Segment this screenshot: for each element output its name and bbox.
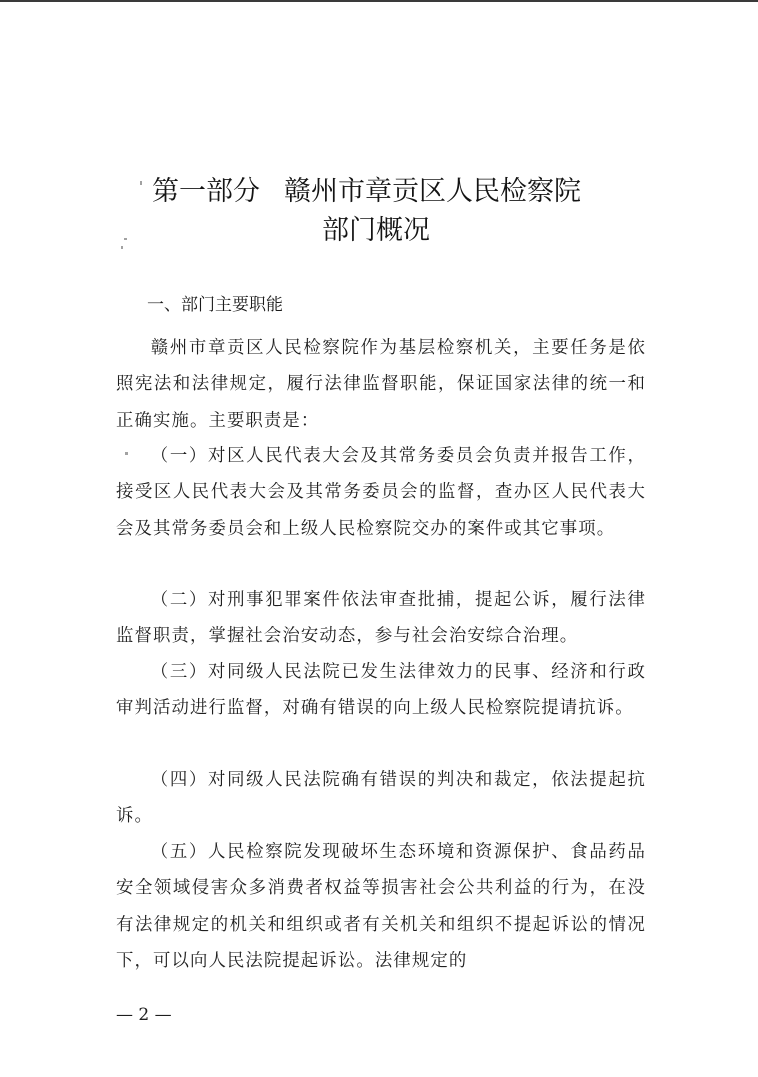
body-paragraph-duty-4: （四）对同级人民法院确有错误的判决和裁定，依法提起抗诉。: [116, 770, 646, 827]
title-part-label: 第一部分: [152, 176, 260, 207]
section-heading: 一、部门主要职能: [147, 295, 283, 315]
body-paragraph-duty-3: （三）对同级人民法院已发生法律效力的民事、经济和行政审判活动进行监督，对确有错误的向上级人民检察院提请抗诉。: [116, 662, 646, 719]
document-title-line-2: 部门概况: [322, 215, 430, 246]
document-title-line-1: [152, 175, 581, 209]
page-top-edge: [0, 0, 758, 2]
title-organization-name: 赣州市章贡区人民检察院: [284, 176, 581, 207]
scan-speck: [124, 238, 127, 240]
body-paragraph-duty-2: （二）对刑事犯罪案件依法审查批捕，提起公诉，履行法律监督职责，掌握社会治安动态，参与社会治安综合治理。: [116, 590, 646, 647]
body-paragraph-duty-1: （一）对区人民代表大会及其常务委员会负责并报告工作，接受区人民代表大会及其常务委员会的监督，查办区人民代表大会及其常务委员会和上级人民检察院交办的案件或其它事项。: [116, 446, 646, 539]
body-paragraph-intro: 赣州市章贡区人民检察院作为基层检察机关，主要任务是依照宪法和法律规定，履行法律监督职能，保证国家法律的统一和正确实施。主要职责是：: [116, 338, 646, 431]
page-number: — 2 —: [116, 1005, 172, 1025]
body-paragraph-duty-5: （五）人民检察院发现破坏生态环境和资源保护、食品药品安全领域侵害众多消费者权益等损害社会公共利益的行为，在没有法律规定的机关和组织或者有关机关和组织不提起诉讼的情况下，可以向人民法院提起诉讼。法律规定的: [116, 842, 646, 971]
scan-speck: [121, 246, 123, 249]
scan-speck: [140, 181, 142, 185]
